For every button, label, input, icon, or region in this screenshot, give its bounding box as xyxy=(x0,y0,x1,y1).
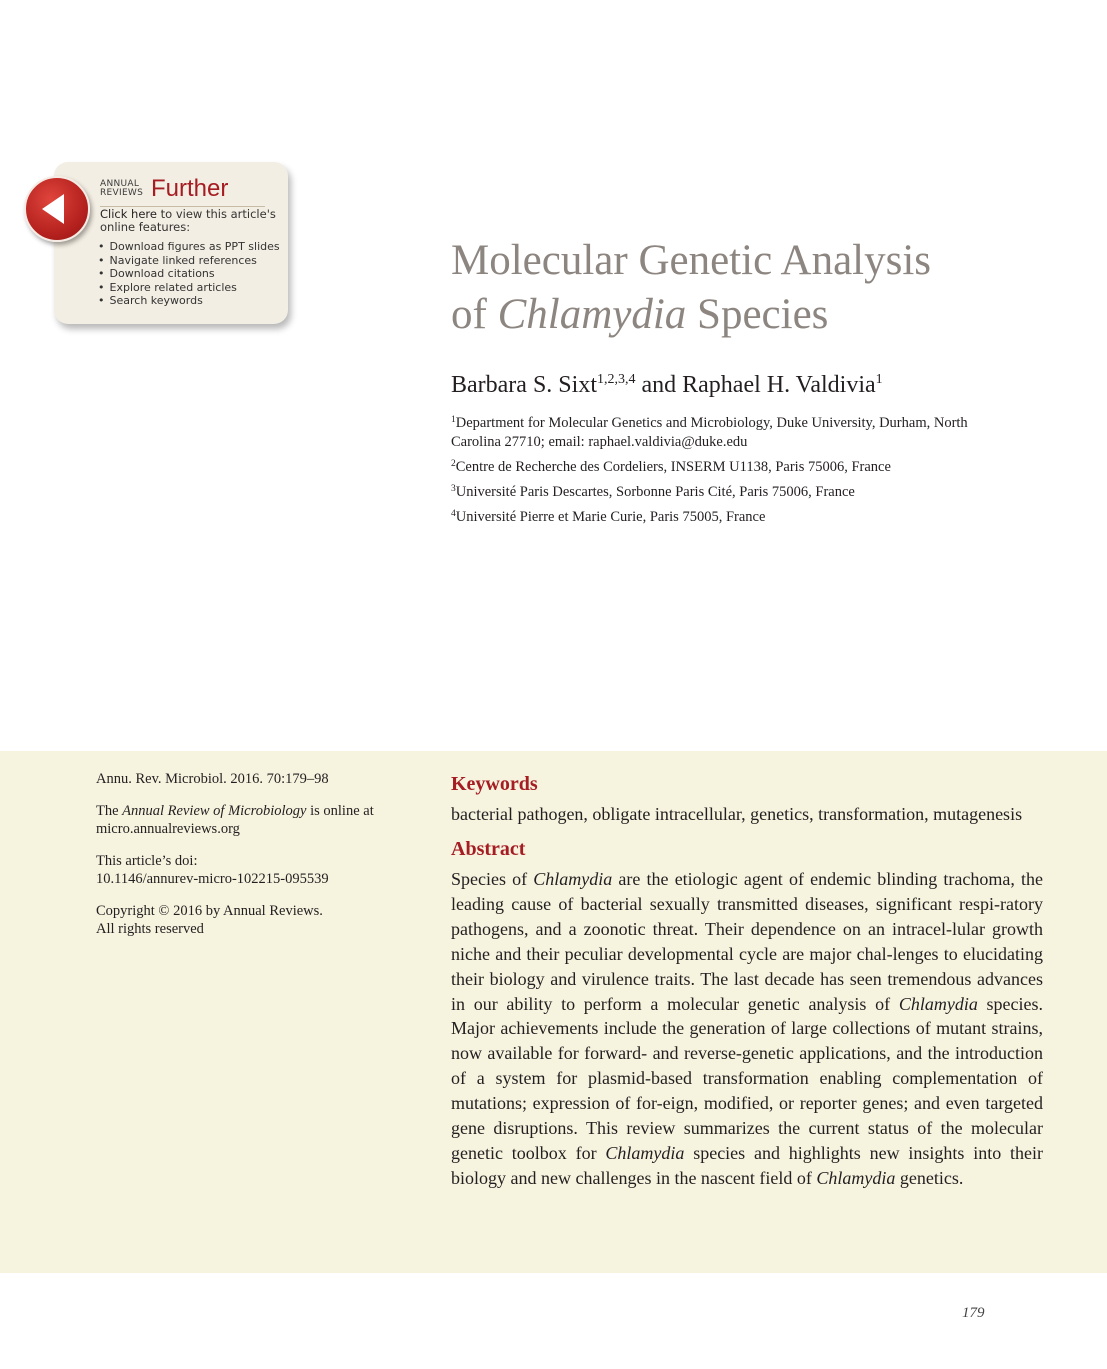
online-pre: The xyxy=(96,802,123,819)
abstract-genus: Chlamydia xyxy=(605,1142,685,1163)
abstract-genus: Chlamydia xyxy=(816,1167,896,1188)
feature-related-articles[interactable]: • Explore related articles xyxy=(98,281,280,295)
further-intro-text: to view this article's online features: xyxy=(100,207,276,234)
brand-line1: ANNUAL xyxy=(100,179,140,189)
author-valdivia: Raphael H. Valdivia xyxy=(682,372,876,398)
abstract-part: species and highlights new insights into their biology and new challenges in the nascent field of xyxy=(451,1142,1043,1188)
title-line2-post: Species xyxy=(686,291,829,338)
author-list xyxy=(451,368,883,402)
title-genus: Chlamydia xyxy=(497,291,687,338)
further-intro xyxy=(100,208,280,234)
affiliation-num: 1 xyxy=(451,415,456,425)
citation: Annu. Rev. Microbiol. 2016. 70:179–98 xyxy=(96,771,329,787)
further-title: Further xyxy=(151,175,229,202)
online-post: is online at micro.annualreviews.org xyxy=(96,802,374,837)
affiliation-num: 4 xyxy=(451,509,456,519)
author-sixt: Barbara S. Sixt xyxy=(451,372,597,398)
abstract-part: species. Major achievements include the generation of large collections of mutant strains, now available for forward- and reverse-genetic applications, and the introduction of a system for plasmid-based transformation enabling complementation of mutations; expression of for-eign, modified, or reporter genes; and even targeted gene disruptions. This review summarizes the current status of the molecular genetic toolbox for xyxy=(451,993,1044,1163)
article-meta xyxy=(96,770,396,952)
brand-line2: REVIEWS xyxy=(100,188,144,198)
affiliations xyxy=(451,414,1011,533)
abstract-part: genetics. xyxy=(895,1167,964,1188)
click-here-link[interactable]: Click here xyxy=(100,207,157,221)
author-valdivia-affil: 1 xyxy=(875,372,883,387)
abstract-text xyxy=(451,867,1043,1191)
doi-block xyxy=(96,852,396,889)
journal-name: Annual Review of Microbiology xyxy=(122,802,307,819)
abstract-heading: Abstract xyxy=(451,838,526,860)
rights: All rights reserved xyxy=(96,921,204,937)
feature-ppt-slides[interactable]: • Download figures as PPT slides xyxy=(98,240,280,254)
keywords-text: bacterial pathogen, obligate intracellular, genetics, transformation, mutagenesis xyxy=(451,804,1023,824)
affiliation-text: Centre de Recherche des Cordeliers, INSERM U1138, Paris 75006, France xyxy=(455,459,891,475)
abstract-genus: Chlamydia xyxy=(533,869,613,889)
affiliation-num: 2 xyxy=(451,459,456,469)
abstract-part: are the etiologic agent of endemic blinding trachoma, the leading cause of bacterial sexually transmitted diseases, significant respi-ratory pathogens, and a zoonotic threat. Their dependence on an intracel-lular growth niche and their peculiar developmental cycle are major chal-lenges to elucidating their biology and virulence traits. The last decade has seen tremendous advances in our ability to perform a molecular genetic analysis of xyxy=(451,869,1043,1014)
keywords-abstract xyxy=(451,770,1043,1191)
affiliation-1 xyxy=(451,414,1011,452)
further-box[interactable] xyxy=(54,162,288,324)
keywords-heading: Keywords xyxy=(451,773,538,795)
doi[interactable]: 10.1146/annurev-micro-102215-095539 xyxy=(96,871,329,887)
further-feature-list xyxy=(98,240,280,308)
author-sixt-affil: 1,2,3,4 xyxy=(596,372,636,387)
affiliation-num: 3 xyxy=(451,484,456,494)
affiliation-text: Department for Molecular Genetics and Microbiology, Duke University, Durham, North Carolina 27710; email: raphael.valdivia@duke.edu xyxy=(451,415,968,450)
title-line1: Molecular Genetic Analysis xyxy=(451,237,932,284)
online-note xyxy=(96,802,396,839)
abstract-part: Species of xyxy=(451,869,534,889)
affiliation-text: Université Paris Descartes, Sorbonne Paris Cité, Paris 75006, France xyxy=(455,484,855,500)
affiliation-text: Université Pierre et Marie Curie, Paris 75005, France xyxy=(455,509,766,525)
copyright: Copyright © 2016 by Annual Reviews. xyxy=(96,902,323,919)
affiliation-4 xyxy=(451,508,1011,527)
feature-search-keywords[interactable]: • Search keywords xyxy=(98,294,280,308)
title-line2-pre: of xyxy=(451,291,498,338)
affiliation-2 xyxy=(451,458,1011,477)
affiliation-3 xyxy=(451,483,1011,502)
feature-linked-references[interactable]: • Navigate linked references xyxy=(98,254,280,268)
page-number: 179 xyxy=(962,1305,985,1321)
annual-reviews-wordmark xyxy=(100,180,143,198)
author-separator: and xyxy=(635,372,683,398)
doi-label: This article’s doi: xyxy=(96,852,198,869)
article-title xyxy=(451,234,1071,342)
abstract-genus: Chlamydia xyxy=(898,993,978,1014)
copyright-block xyxy=(96,902,396,939)
feature-citations[interactable]: • Download citations xyxy=(98,267,280,281)
play-back-icon[interactable] xyxy=(24,176,90,242)
